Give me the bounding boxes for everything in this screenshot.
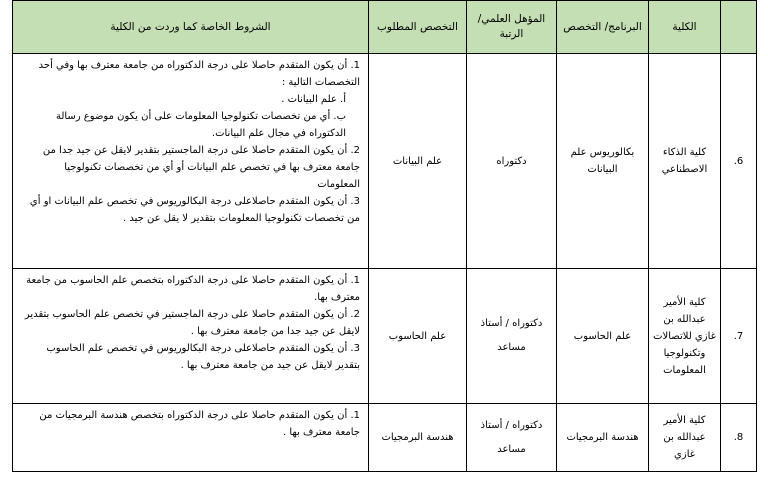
specialization-cell: علم البيانات: [369, 54, 467, 269]
header-qualification: المؤهل العلمي/الرتبة: [467, 1, 557, 54]
qualification-cell: دكتوراه / أستاذ مساعد: [467, 269, 557, 404]
header-num: [721, 1, 757, 54]
conditions-table: [12, 0, 757, 472]
header-row: [13, 1, 757, 54]
document-page: [12, 0, 756, 472]
qualification-cell: دكتوراه: [467, 54, 557, 269]
qualification-cell: دكتوراه / أستاذ مساعد: [467, 404, 557, 472]
condition-item: 1. أن يكون المتقدم حاصلا على درجة الدكتوراه بتخصص علم الحاسوب من جامعة معترف بها.: [26, 275, 360, 303]
specialization-cell: علم الحاسوب: [369, 269, 467, 404]
condition-item: 2. أن يكون المتقدم حاصلا على درجة الماجستير بتقدير لايقل عن جيد جدا من جامعة معترف بها في تخصص علم البيانات أو أي من تخصصات تكنولوجيا المعلومات: [42, 145, 360, 190]
condition-subitem: ب. أي من تخصصات تكنولوجيا المعلومات على أن يكون موضوع رسالة الدكتوراه في مجال علم البيانات.: [55, 111, 346, 139]
conditions-cell: [13, 269, 369, 404]
condition-item: 2. أن يكون المتقدم حاصلا على درجة الماجستير في تخصص علم الحاسوب بتقدير لايقل عن جيد جدا من جامعة معترف بها .: [24, 309, 360, 337]
header-college: الكلية: [649, 1, 721, 54]
header-conditions: الشروط الخاصة كما وردت من الكلية: [13, 1, 369, 54]
program-cell: علم الحاسوب: [557, 269, 649, 404]
specialization-cell: هندسة البرمجيات: [369, 404, 467, 472]
row-number: 8.: [721, 404, 757, 472]
college-cell: كلية الذكاء الاصطناعي: [649, 54, 721, 269]
condition-item: 3. أن يكون المتقدم حاصلاعلى درجة البكالوريوس في تخصص علم البيانات او أي من تخصصات تكنولوجيا المعلومات بتقدير لا يقل عن جيد .: [29, 196, 360, 224]
row-number: 7.: [721, 269, 757, 404]
college-cell: كلية الأمير عبدالله بن غازي: [649, 404, 721, 472]
row-number: 6.: [721, 54, 757, 269]
table-row: [13, 404, 757, 472]
condition-item: 3. أن يكون المتقدم حاصلاعلى درجة البكالوريوس في تخصص علم الحاسوب بتقدير لايقل عن جيد من جامعة معترف بها .: [46, 343, 360, 371]
table-row: [13, 54, 757, 269]
table-row: [13, 269, 757, 404]
program-cell: هندسة البرمجيات: [557, 404, 649, 472]
condition-item: 1. أن يكون المتقدم حاصلا على درجة الدكتوراه بتخصص هندسة البرمجيات من جامعة معترف بها .: [39, 410, 360, 438]
program-cell: بكالوريوس علم البيانات: [557, 54, 649, 269]
condition-subitem: أ. علم البيانات .: [281, 94, 346, 105]
college-cell: كلية الأمير عبدالله بن غازي للاتصالات وتكنولوجيا المعلومات: [649, 269, 721, 404]
condition-item: 1. أن يكون المتقدم حاصلا على درجة الدكتوراه من جامعة معترف بها وفي أحد التخصصات التالية :: [38, 60, 360, 88]
conditions-cell: [13, 404, 369, 472]
header-program: البرنامج/ التخصص: [557, 1, 649, 54]
conditions-cell: [13, 54, 369, 269]
header-specialization: التخصص المطلوب: [369, 1, 467, 54]
